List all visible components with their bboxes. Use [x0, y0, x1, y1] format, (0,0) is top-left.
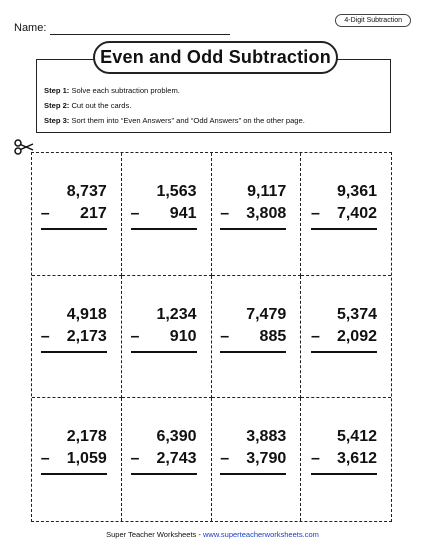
step-3: Step 3: Sort them into “Even Answers” and “Odd Answers” on the other page. — [44, 116, 305, 125]
problem-card[interactable] — [32, 398, 122, 521]
topic-badge: 4-Digit Subtraction — [335, 14, 411, 27]
subtrahend: 2,743 — [156, 450, 197, 468]
footer-brand: Super Teacher Worksheets - — [106, 530, 203, 539]
subtrahend: 941 — [169, 205, 197, 222]
subtraction-problem — [41, 426, 107, 475]
subtrahend: 3,612 — [336, 450, 377, 468]
answer-line — [311, 473, 377, 475]
answer-line — [131, 473, 197, 475]
minuend: 7,479 — [246, 305, 287, 323]
minuend: 3,883 — [246, 428, 287, 446]
answer-line — [41, 228, 107, 230]
problem-card[interactable] — [212, 153, 302, 276]
instructions-list — [44, 83, 305, 128]
minuend: 5,412 — [336, 428, 377, 446]
minus-sign: – — [40, 327, 50, 345]
minus-sign: – — [220, 205, 230, 222]
minus-sign: – — [130, 327, 140, 345]
minus-sign: – — [130, 450, 140, 468]
minus-sign: – — [40, 450, 50, 468]
subtrahend: 1,059 — [66, 450, 107, 468]
minuend: 6,390 — [156, 428, 197, 446]
page-title: Even and Odd Subtraction — [93, 41, 338, 74]
problem-card[interactable] — [122, 276, 212, 399]
minuend: 1,563 — [156, 183, 197, 200]
subtrahend: 910 — [169, 327, 197, 345]
card-grid — [31, 152, 392, 522]
answer-line — [311, 351, 377, 353]
problem-card[interactable] — [301, 398, 391, 521]
minuend: 9,361 — [336, 183, 377, 200]
name-field[interactable] — [50, 34, 230, 35]
minuend: 8,737 — [66, 183, 107, 200]
answer-line — [41, 473, 107, 475]
minus-sign: – — [220, 450, 230, 468]
answer-line — [131, 228, 197, 230]
subtraction-problem — [131, 426, 197, 475]
minuend: 1,234 — [156, 305, 197, 323]
minus-sign: – — [311, 450, 320, 468]
subtraction-problem — [131, 304, 197, 353]
problem-card[interactable] — [122, 398, 212, 521]
subtraction-problem — [311, 181, 377, 230]
subtraction-problem — [220, 304, 286, 353]
name-label: Name: — [14, 22, 47, 34]
minuend: 5,374 — [336, 305, 377, 323]
subtraction-problem — [41, 181, 107, 230]
step-1: Step 1: Solve each subtraction problem. — [44, 86, 180, 95]
problem-card[interactable] — [32, 276, 122, 399]
subtrahend: 885 — [259, 327, 287, 345]
minuend: 9,117 — [247, 183, 287, 200]
problem-card[interactable] — [212, 276, 302, 399]
subtrahend: 217 — [80, 205, 107, 222]
answer-line — [220, 351, 286, 353]
subtraction-problem — [220, 426, 286, 475]
subtrahend: 2,173 — [66, 327, 107, 345]
subtrahend: 3,808 — [246, 205, 287, 222]
footer-url[interactable]: www.superteacherworksheets.com — [202, 530, 319, 539]
subtraction-problem — [311, 304, 377, 353]
problem-card[interactable] — [301, 276, 391, 399]
problem-card[interactable] — [32, 153, 122, 276]
problem-card[interactable] — [212, 398, 302, 521]
problem-card[interactable] — [301, 153, 391, 276]
problem-card[interactable] — [122, 153, 212, 276]
answer-line — [41, 351, 107, 353]
answer-line — [131, 351, 197, 353]
subtraction-problem — [220, 181, 286, 230]
answer-line — [220, 473, 286, 475]
subtraction-problem — [131, 181, 197, 230]
subtraction-problem — [311, 426, 377, 475]
answer-line — [220, 228, 286, 230]
minus-sign: – — [311, 205, 320, 222]
minus-sign: – — [220, 327, 230, 345]
subtrahend: 2,092 — [336, 327, 377, 345]
step-2: Step 2: Cut out the cards. — [44, 101, 132, 110]
minuend: 2,178 — [66, 428, 107, 446]
answer-line — [311, 228, 377, 230]
minus-sign: – — [40, 205, 50, 222]
footer — [0, 530, 425, 539]
minuend: 4,918 — [66, 305, 107, 323]
minus-sign: – — [311, 327, 320, 345]
subtrahend: 7,402 — [336, 205, 377, 222]
subtrahend: 3,790 — [246, 450, 287, 468]
minus-sign: – — [130, 205, 140, 222]
subtraction-problem — [41, 304, 107, 353]
